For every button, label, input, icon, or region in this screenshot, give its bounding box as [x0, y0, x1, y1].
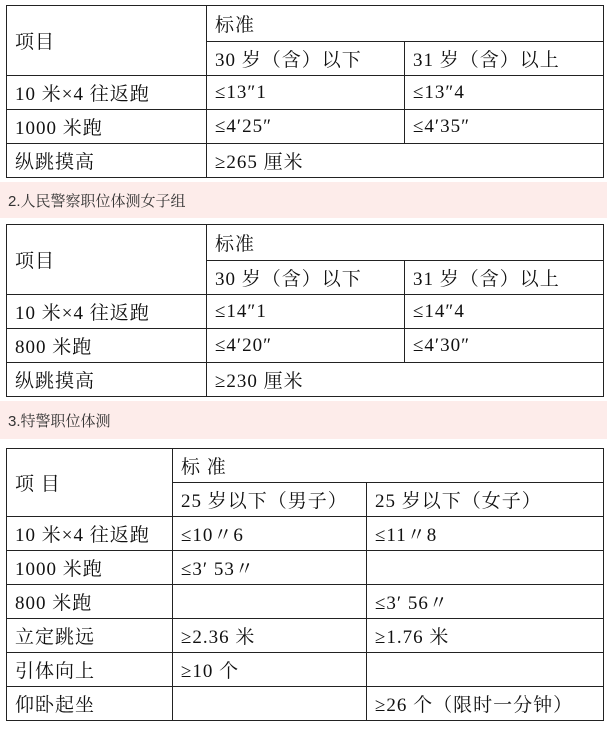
value-cell: ≤10〃6 — [173, 517, 367, 551]
item-cell: 纵跳摸高 — [7, 363, 207, 397]
table-row — [7, 687, 604, 721]
standard-header: 标 准 — [173, 449, 604, 483]
value-cell: ≤4′20″ — [207, 329, 405, 363]
col-header-a: 25 岁以下（男子） — [173, 483, 367, 517]
table-row — [7, 585, 604, 619]
table-row — [7, 653, 604, 687]
table-row — [7, 619, 604, 653]
value-cell: ≤14″4 — [405, 295, 604, 329]
col-header-b: 31 岁（含）以上 — [405, 261, 604, 295]
table-female-police — [6, 224, 603, 397]
value-cell: ≤13″1 — [207, 76, 405, 110]
value-cell: ≤13″4 — [405, 76, 604, 110]
col-header-b: 25 岁以下（女子） — [367, 483, 604, 517]
value-cell: ≤14″1 — [207, 295, 405, 329]
value-cell: ≥230 厘米 — [207, 363, 604, 397]
standard-header: 标准 — [207, 6, 604, 42]
value-cell: ≤3′ 53〃 — [173, 551, 367, 585]
item-header: 项 目 — [7, 449, 173, 517]
table-row — [7, 76, 604, 110]
table-row — [7, 110, 604, 144]
value-cell: ≤4′25″ — [207, 110, 405, 144]
value-cell: ≥26 个（限时一分钟） — [367, 687, 604, 721]
table-row — [7, 363, 604, 397]
item-cell: 纵跳摸高 — [7, 144, 207, 178]
item-cell: 800 米跑 — [7, 329, 207, 363]
value-cell: ≤4′30″ — [405, 329, 604, 363]
item-cell: 引体向上 — [7, 653, 173, 687]
table-row — [7, 295, 604, 329]
value-cell: ≥265 厘米 — [207, 144, 604, 178]
value-cell: ≤3′ 56〃 — [367, 585, 604, 619]
item-cell: 仰卧起坐 — [7, 687, 173, 721]
value-cell — [367, 551, 604, 585]
table-male-police — [6, 5, 603, 178]
item-cell: 800 米跑 — [7, 585, 173, 619]
col-header-b: 31 岁（含）以上 — [405, 42, 604, 76]
table-row — [7, 517, 604, 551]
item-header: 项目 — [7, 6, 207, 76]
standard-header: 标准 — [207, 225, 604, 261]
item-cell: 10 米×4 往返跑 — [7, 517, 173, 551]
value-cell — [173, 585, 367, 619]
item-cell: 10 米×4 往返跑 — [7, 76, 207, 110]
value-cell: ≥1.76 米 — [367, 619, 604, 653]
item-cell: 立定跳远 — [7, 619, 173, 653]
value-cell — [367, 653, 604, 687]
value-cell: ≥10 个 — [173, 653, 367, 687]
section-caption: 3.特警职位体测 — [0, 401, 607, 439]
value-cell — [173, 687, 367, 721]
col-header-a: 30 岁（含）以下 — [207, 42, 405, 76]
item-cell: 1000 米跑 — [7, 551, 173, 585]
table-row — [7, 329, 604, 363]
value-cell: ≤11〃8 — [367, 517, 604, 551]
section-caption: 2.人民警察职位体测女子组 — [0, 182, 607, 218]
value-cell: ≥2.36 米 — [173, 619, 367, 653]
table-swat — [6, 448, 603, 721]
item-header: 项目 — [7, 225, 207, 295]
col-header-a: 30 岁（含）以下 — [207, 261, 405, 295]
item-cell: 1000 米跑 — [7, 110, 207, 144]
item-cell: 10 米×4 往返跑 — [7, 295, 207, 329]
table-row — [7, 551, 604, 585]
table-row — [7, 144, 604, 178]
value-cell: ≤4′35″ — [405, 110, 604, 144]
